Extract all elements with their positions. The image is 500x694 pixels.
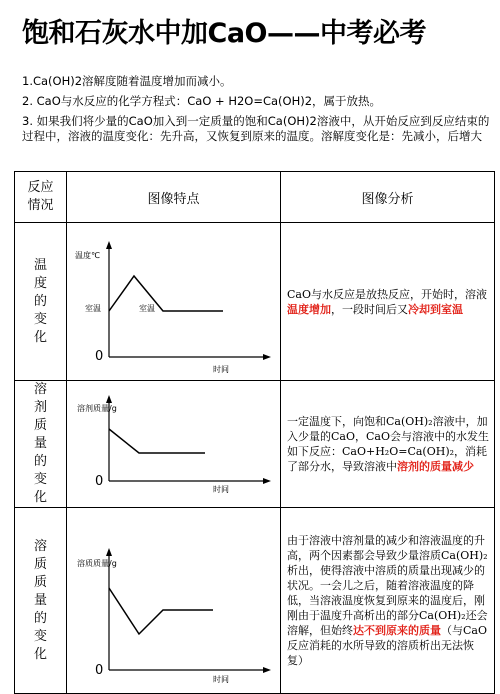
analysis-text: ，一段时间后又 (331, 302, 408, 316)
end-label: 室温 (139, 304, 155, 313)
header-analysis: 图像分析 (281, 172, 495, 223)
row-case: 溶剂质量的变化 (15, 381, 67, 508)
row-case: 温度的变化 (15, 223, 67, 381)
temperature-curve (109, 276, 223, 311)
y-axis-arrow (106, 241, 112, 249)
table-row (15, 381, 495, 508)
x-axis-arrow (263, 354, 271, 360)
highlight-text: 冷却到室温 (408, 302, 463, 316)
x-axis-arrow (263, 478, 271, 484)
analysis-text-solvent (287, 414, 490, 474)
solute-graph-cell (67, 508, 281, 694)
header-case: 反应情况 (15, 172, 67, 223)
y-axis-arrow (106, 395, 112, 403)
start-label: 室温 (85, 304, 101, 313)
analysis-text: CaO与水反应是放热反应，开始时，溶液 (287, 287, 487, 301)
analysis-text-solute (287, 533, 490, 668)
comparison-table (14, 171, 495, 694)
highlight-text: 达不到原来的质量 (353, 624, 441, 637)
x-axis-label: 时间 (213, 675, 229, 684)
highlight-text: 温度增加 (287, 302, 331, 316)
notes (22, 74, 498, 149)
analysis-text: 由于溶液中溶剂量的减少和溶液温度的升高，两个因素都会导致少量溶质Ca(OH)₂析出，使得溶液中溶质的质量出现减少的状况。一会儿之后，随着溶液温度的降低，当溶液温度恢复到原来的温度后，刚刚由于温度升高析出的部分Ca(OH)₂还会溶解，但始终 (287, 534, 488, 637)
note-3: 3. 如果我们将少量的CaO加入到一定质量的饱和Ca(OH)2溶液中，从开始反应到反应结束的过程中，溶液的温度变化：先升高，又恢复到原来的温度。溶解度变化是：先减小，后增大 (22, 114, 490, 143)
y-axis-label: 温度℃ (75, 251, 100, 260)
header-graph: 图像特点 (67, 172, 281, 223)
solvent-graph-cell (67, 381, 281, 508)
note-2: 2. CaO与水反应的化学方程式：CaO + H2O=Ca(OH)2，属于放热。 (22, 94, 382, 108)
analysis-text: （与CaO反应消耗的水所导致的溶质析出无法恢复） (287, 624, 487, 667)
x-axis-label: 时间 (213, 365, 229, 374)
note-1: 1.Ca(OH)2溶解度随着温度增加而减小。 (22, 74, 232, 88)
y-axis-arrow (106, 548, 112, 556)
analysis-text-temperature (287, 287, 490, 317)
x-axis-arrow (263, 667, 271, 673)
temperature-graph (67, 223, 280, 376)
analysis-cell (281, 223, 495, 381)
analysis-cell (281, 508, 495, 694)
highlight-text: 溶剂的质量减少 (397, 460, 474, 473)
page-title: 饱和石灰水中加CaO——中考必考 (22, 18, 426, 49)
x-axis-label: 时间 (213, 484, 229, 494)
table-row (15, 223, 495, 381)
table-row (15, 508, 495, 694)
origin-label: 0 (95, 663, 104, 678)
analysis-text: 一定温度下，向饱和Ca(OH)₂溶液中，加入少量的CaO，CaO会与溶液中的水发生如下反应：CaO+H₂O=Ca(OH)₂，消耗了部分水，导致溶液中 (287, 415, 489, 473)
table-header-row (15, 172, 495, 223)
origin-label: 0 (95, 349, 104, 364)
analysis-cell (281, 381, 495, 508)
solvent-mass-curve (109, 429, 205, 453)
solute-mass-curve (109, 588, 213, 634)
solute-mass-graph (67, 508, 280, 689)
solvent-mass-graph (67, 391, 280, 494)
y-axis-label: 溶剂质量/g (77, 403, 117, 413)
y-axis-label: 溶质质量/g (77, 559, 117, 568)
row-case: 溶质质量的变化 (15, 508, 67, 694)
temperature-graph-cell (67, 223, 281, 381)
origin-label: 0 (95, 473, 104, 489)
